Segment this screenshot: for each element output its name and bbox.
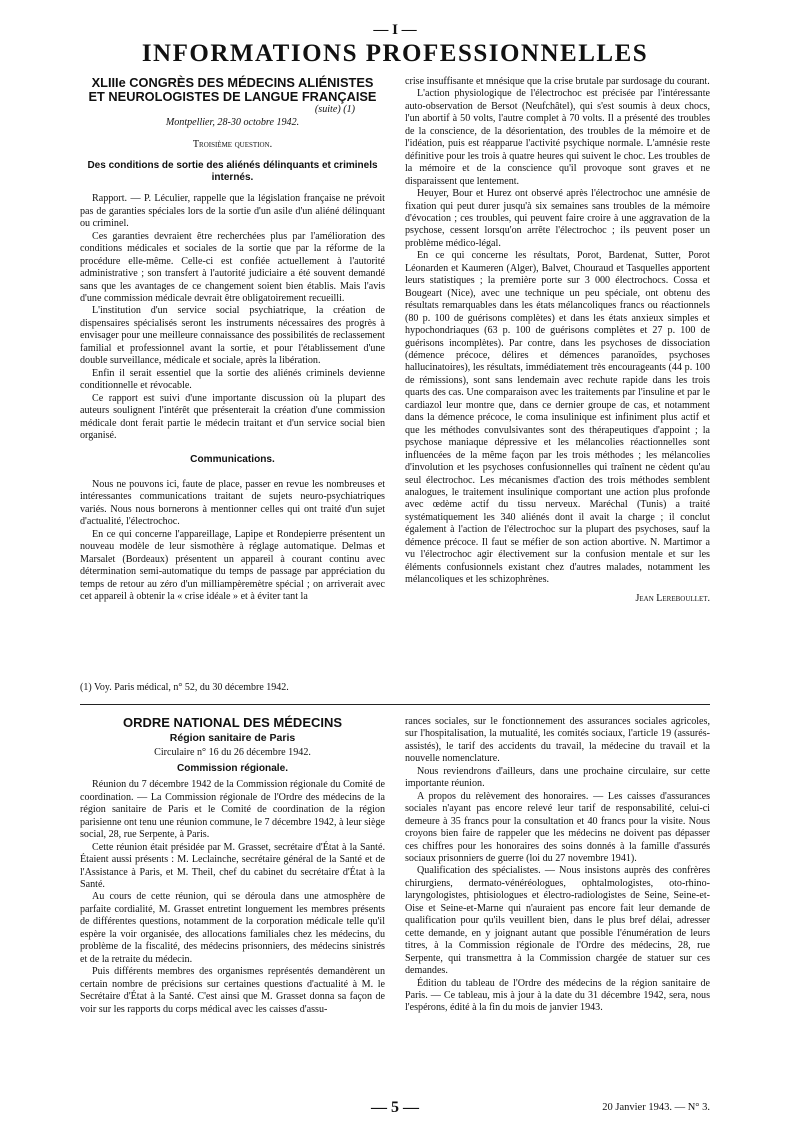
paragraph: Cette réunion était présidée par M. Grasset, secrétaire d'État à la Santé. Étaient aussi présents : M. Leclainche, secrétaire général de la Santé et de l'Assistance à Paris, et M. Theil, chef du cabinet du secrétaire d'État à la Santé. xyxy=(80,841,385,890)
page-roman-numeral: — I — xyxy=(373,22,417,38)
paragraph: Réunion du 7 décembre 1942 de la Commission régionale du Comité de coordination. — La Commission régionale de l'Ordre des médecins de la région sanitaire de Paris et le Comité de coordination de la région parisienne ont tenu une réunion commune, le 7 décembre 1942, à leur siège social, 28, rue Serpente, à Paris. xyxy=(80,779,385,841)
paragraph: Rapport. — P. Léculier, rappelle que la législation française ne prévoit pas de garanties spéciales lors de la sortie d'un asile d'un aliéné délinquant ou criminel. xyxy=(80,193,385,230)
paragraph: A propos du relèvement des honoraires. — Les caisses d'assurances sociales n'ayant pas encore relevé leur tarif de responsabilité, celui-ci demeure à 35 francs pour la consultation et 40 francs pour la visite. Nous croyons bien faire de rappeler que les médecins ne doivent pas dépasser ces chiffres pour les honoraires des soins donnés à la famille d'assurés sociaux prisonniers de guerre (loi du 27 novembre 1941). xyxy=(405,790,710,864)
congres-right-column xyxy=(405,76,710,605)
congres-left-body xyxy=(80,193,385,442)
paragraph: Nous reviendrons d'ailleurs, dans une prochaine circulaire, sur cette importante réunion. xyxy=(405,765,710,790)
congres-title-line1: XLIIIe CONGRÈS DES MÉDECINS ALIÉNISTES xyxy=(91,75,374,90)
paragraph: Qualification des spécialistes. — Nous insistons auprès des confrères chirurgiens, dermato-vénéréologues, ophtalmologistes, oto-rhino-laryngologistes, phtisiologues et électro-radiologistes de Seine, Seine-et-Oise et Seine-et-Marne qui n'auraient pas encore fait leur demande de qualification pour qu'ils veuillent bien, dans le plus bref délai, adresser cette demande, en y joignant autant que possible l'énumération de leurs titres, à la Commission régionale de l'Ordre des médecins, 28, rue Serpente, qui transmettra à la Commission chargée de statuer sur ces demandes. xyxy=(405,865,710,977)
paragraph: L'action physiologique de l'électrochoc est précisée par l'intéressante auto-observation de Bersot (Neufchâtel), qui s'est soumis à deux chocs, l'un abortif à 50 volts, l'autre complet à 70 volts. Il a présenté des troubles de la conscience, de la désorientation, des troubles de la mémoire et de l'idéation, puis est réapparue l'activité psychique normale. L'amnésie reste définitive pour les trois à quatre heures qui suivent le choc. Les troubles de la mémoire et de la conscience qu'il provoque sont graves et ne disparaissent que lentement. xyxy=(405,88,710,187)
ordre-title: ORDRE NATIONAL DES MÉDECINS xyxy=(122,715,343,730)
section-divider xyxy=(80,704,710,705)
paragraph: Ces garanties devraient être recherchées plus par l'amélioration des conditions médicales et sociales de la sortie que par la réforme de la procédure elle-même. Celle-ci est confiée actuellement à l'autorité administrative ; son transfert à l'autorité judiciaire a été souvent demandé sans que les avantages de ce changement soient bien établis. Mais l'avis d'une commission médicale devrait être obligatoirement recueilli. xyxy=(80,230,385,304)
paragraph: En ce qui concerne l'appareillage, Lapipe et Rondepierre présentent un nouveau modèle de leur sismothère à réglage automatique. Delmas et Marsalet (Bordeaux) présentent un appareil à courant continu avec détermination semi-automatique du temps de passage par appréciation du temps de retour au zéro d'un milliampèremètre spécial ; on arriverait avec cet appareil à obtenir la « crise idéale » et à éviter tant la xyxy=(80,528,385,602)
ordre-left-column xyxy=(80,716,385,1016)
commission-section: Commission régionale. xyxy=(176,762,289,774)
ordre-subtitle: Région sanitaire de Paris xyxy=(169,732,296,744)
congres-suite: (suite) (1) xyxy=(314,104,355,115)
footnote: (1) Voy. Paris médical, n° 52, du 30 décembre 1942. xyxy=(80,682,289,693)
section-banner: INFORMATIONS PROFESSIONNELLES xyxy=(141,40,649,67)
paragraph: rances sociales, sur le fonctionnement des assurances sociales agricoles, sur l'hospitalisation, la mutualité, les comités sociaux, l'article 19 (assurés-assistés), le tarif des accidents du travail, la médecine du travail et la nouvelle nomenclature. xyxy=(405,716,710,765)
page-number: — 5 — xyxy=(371,1099,419,1116)
paragraph: Nous ne pouvons ici, faute de place, passer en revue les nombreuses et intéressantes communications traitant de sujets neuro-psychiatriques variés. Nous nous bornerons à mentionner celles qui ont traité d'un sujet d'actualité, l'électrochoc. xyxy=(80,478,385,528)
paragraph: Enfin il serait essentiel que la sortie des aliénés criminels devienne conditionnelle et révocable. xyxy=(80,367,385,392)
paragraph: Heuyer, Bour et Hurez ont observé après l'électrochoc une amnésie de fixation qui peut durer jusqu'à six semaines sans troubles de la mémoire d'évocation ; ces troubles, qui peuvent faire croire à une aggravation de la psychose, cessent lorsqu'on arrête l'électrochoc ; ils peuvent poser un problème médico-légal. xyxy=(405,188,710,249)
question-title: Des conditions de sortie des aliénés délinquants et criminels internés. xyxy=(87,160,378,184)
communications-body xyxy=(80,479,385,604)
communications-title: Communications. xyxy=(190,454,275,466)
paragraph: Puis différents membres des organismes représentés demandèrent un certain nombre de précisions sur certaines questions d'actualité à M. le Secrétaire d'État à la Santé. C'est ainsi que M. Grasset donna sa façon de voir sur les rapports du corps médical avec les caisses d'assu- xyxy=(80,966,385,1015)
paragraph: Au cours de cette réunion, qui se déroula dans une atmosphère de parfaite cordialité, M. Grasset entretint longuement les membres présents de différentes questions, notamment de la corporation médicale telle qu'il espère la voir organisée, des allocations familiales chez les médecins, du problème de la fiscalité, des médecins prisonniers, des médecins sinistrés et de la retraite du médecin. xyxy=(80,891,385,965)
paragraph: L'institution d'un service social psychiatrique, la création de dispensaires spécialisés seront les instruments nécessaires des progrès à envisager pour une meilleure connaissance des possibilités de reclassement familial et professionnel avant la sortie, et pour l'établissement d'une double surveillance, médicale et sociale, après la libération. xyxy=(80,305,385,367)
paragraph: Ce rapport est suivi d'une importante discussion où la plupart des auteurs soulignent l'intérêt que présenterait la création d'une commission médicale dont ferait partie le médecin traitant et d'un service social bien organisé. xyxy=(80,392,385,441)
paragraph: Édition du tableau de l'Ordre des médecins de la région sanitaire de Paris. — Ce tableau, mis à jour à la date du 31 décembre 1942, sera, nous l'espérons, édité à la fin du mois de janvier 1943. xyxy=(405,977,710,1014)
ordre-left-body xyxy=(80,779,385,1016)
signature: Jean Lereboullet. xyxy=(635,592,710,604)
congres-left-column xyxy=(80,76,385,603)
issue-date: 20 Janvier 1943. — N° 3. xyxy=(602,1102,710,1113)
congres-place-date: Montpellier, 28-30 octobre 1942. xyxy=(165,117,300,129)
congres-title-line2: ET NEUROLOGISTES DE LANGUE FRANÇAISE xyxy=(88,89,377,104)
ordre-right-column xyxy=(405,716,710,1015)
paragraph: crise insuffisante et mnésique que la crise brutale par surdosage du courant. xyxy=(405,76,710,87)
question-label: Troisième question. xyxy=(192,138,273,150)
circulaire: Circulaire n° 16 du 26 décembre 1942. xyxy=(154,747,311,759)
paragraph: En ce qui concerne les résultats, Porot, Bardenat, Sutter, Porot Léonarden et Kaumeren (Alger), Balvet, Chouraud et Tasquelles apportent leurs statistiques ; la première porte sur 3 000 électrochocs. Cossa et Bougeart (Nice), avec une technique un peu spéciale, ont obtenu des résultats remarquables dans les états mélancoliques francs ou réactionnels (80 p. 100 de guérisons complètes) et dans les états anxieux simples et hypochondriaques (63 p. 100 de guérisons complètes et 27 p. 100 de guérisons incomplètes). Par contre, dans les psychoses de dissociation (démence précoce, délires et démences paranoïdes, psychoses hallucinatoires), les résultats, immédiatement très encourageants (44 p. 100 de rémissions), sont sans lendemain avec rechute rapide dans les trois quarts des cas. Une comparaison avec les traitements par l'insuline et par le cardiazol leur montre que, dans ce dernier groupe de cas, et notamment dans la démence précoce, le coma insulinique est infiniment plus actif et que les méthodes convulsivantes sont des thérapeutiques d'appoint ; la psychose maniaque dépressive et les mélancolies réactionnelles sont influencées de la même façon par les trois méthodes ; les mélancolies d'involution et les psychoses confusionnelles qui traînent ne cèdent qu'au seul électrochoc. Les mécanismes d'action des trois méthodes semblent analogues, le traitement insulinique comportant une action plus profonde avec œdème actif du tissu nerveux. Maréchal (Tunis) a traité systématiquement les 340 aliénés dont il avait la charge ; il conclut également à l'action de l'électrochoc sur la plupart des psychoses, sauf la démence précoce. Il faut se méfier de son action abortive. N. Martimor a vu l'électrochoc agir électivement sur la confusion mentale et sur les éléments confusionnels existant chez d'autres malades, notamment les mélancoliques et les schizophrènes. xyxy=(405,250,710,586)
